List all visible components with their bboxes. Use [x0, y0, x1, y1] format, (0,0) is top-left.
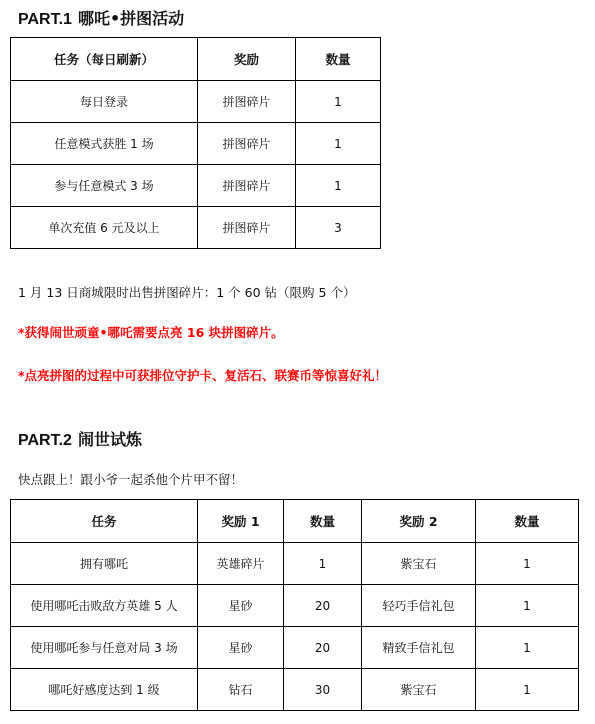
table-cell: 轻巧手信礼包 — [362, 585, 476, 627]
table-cell: 20 — [284, 585, 362, 627]
table-cell: 1 — [284, 543, 362, 585]
part1-heading — [18, 6, 184, 29]
table-cell: 1 — [476, 585, 579, 627]
table-cell: 拼图碎片 — [198, 81, 296, 123]
table-row — [11, 669, 579, 711]
table-cell: 钻石 — [198, 669, 284, 711]
part2-heading — [18, 427, 142, 450]
table-header-cell: 数量 — [476, 500, 579, 543]
table-cell: 单次充值 6 元及以上 — [11, 207, 198, 249]
table-cell: 1 — [296, 165, 381, 207]
part2-intro: 快点跟上！跟小爷一起杀他个片甲不留！ — [18, 472, 244, 487]
part2-table — [10, 499, 579, 711]
part2-title: 闹世试炼 — [77, 430, 142, 449]
table-cell: 紫宝石 — [362, 669, 476, 711]
red-note-1: *获得闹世顽童•哪吒需要点亮 16 块拼图碎片。 — [18, 325, 284, 340]
table-cell: 精致手信礼包 — [362, 627, 476, 669]
table-header-cell: 奖励 1 — [198, 500, 284, 543]
table-cell: 3 — [296, 207, 381, 249]
table-cell: 拼图碎片 — [198, 123, 296, 165]
table-cell: 1 — [476, 627, 579, 669]
table-header-row — [11, 500, 579, 543]
table-cell: 使用哪吒参与任意对局 3 场 — [11, 627, 198, 669]
table-cell: 使用哪吒击败敌方英雄 5 人 — [11, 585, 198, 627]
table-cell: 1 — [296, 81, 381, 123]
table-cell: 拥有哪吒 — [11, 543, 198, 585]
table-cell: 参与任意模式 3 场 — [11, 165, 198, 207]
table-cell: 星砂 — [198, 585, 284, 627]
sale-note: 1 月 13 日商城限时出售拼图碎片：1 个 60 钻（限购 5 个） — [18, 285, 356, 300]
table-cell: 每日登录 — [11, 81, 198, 123]
table-row — [11, 627, 579, 669]
table-cell: 1 — [296, 123, 381, 165]
table-cell: 哪吒好感度达到 1 级 — [11, 669, 198, 711]
table-cell: 30 — [284, 669, 362, 711]
table-cell: 1 — [476, 543, 579, 585]
table-cell: 拼图碎片 — [198, 207, 296, 249]
table-row — [11, 165, 381, 207]
table-header-cell: 数量 — [296, 38, 381, 81]
table-header-cell: 奖励 — [198, 38, 296, 81]
table-row — [11, 207, 381, 249]
table-cell: 1 — [476, 669, 579, 711]
table-header-cell: 数量 — [284, 500, 362, 543]
red-note-2: *点亮拼图的过程中可获排位守护卡、复活石、联赛币等惊喜好礼！ — [18, 368, 388, 383]
table-row — [11, 585, 579, 627]
part1-table — [10, 37, 381, 249]
table-row — [11, 81, 381, 123]
table-cell: 拼图碎片 — [198, 165, 296, 207]
table-cell: 星砂 — [198, 627, 284, 669]
part2-label: PART.2 — [18, 432, 72, 449]
table-header-row — [11, 38, 381, 81]
table-header-cell: 任务 — [11, 500, 198, 543]
table-cell: 20 — [284, 627, 362, 669]
table-cell: 任意模式获胜 1 场 — [11, 123, 198, 165]
table-row — [11, 123, 381, 165]
part1-title: 哪吒•拼图活动 — [77, 9, 185, 28]
table-header-cell: 奖励 2 — [362, 500, 476, 543]
part1-label: PART.1 — [18, 11, 72, 28]
table-cell: 紫宝石 — [362, 543, 476, 585]
table-header-cell: 任务（每日刷新） — [11, 38, 198, 81]
table-row — [11, 543, 579, 585]
table-cell: 英雄碎片 — [198, 543, 284, 585]
